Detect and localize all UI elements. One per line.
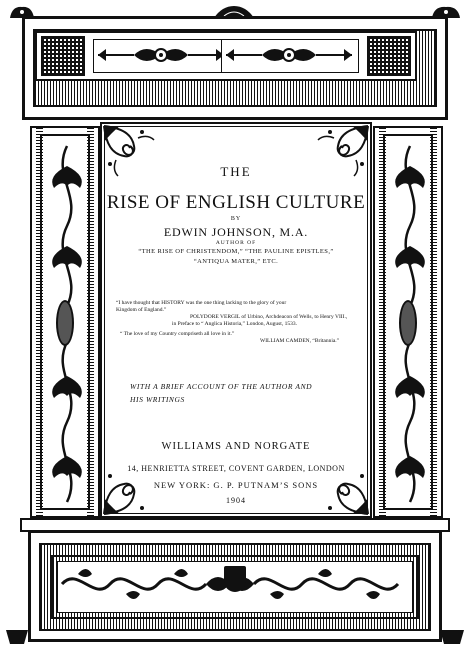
shield-icon xyxy=(224,566,246,592)
new-york-publisher: NEW YORK: G. P. PUTNAM’S SONS xyxy=(153,480,319,490)
pedestal-frieze xyxy=(57,561,413,613)
base-pedestal xyxy=(28,530,442,642)
epigraph-text: Kingdom of England.” xyxy=(116,307,167,313)
author-of-label: AUTHOR OF xyxy=(215,240,257,246)
arrow-scroll-ornament xyxy=(94,40,228,70)
cornice-frieze xyxy=(35,31,417,81)
publisher-address: 14, HENRIETTA STREET, COVENT GARDEN, LONDON xyxy=(127,464,345,473)
publisher-name: WILLIAMS AND NORGATE xyxy=(161,441,311,452)
previous-works-line: “ANTIQUA MATER,” ETC. xyxy=(193,258,279,265)
lattice-square-ornament xyxy=(367,36,411,76)
subtitle-line: WITH A BRIEF ACCOUNT OF THE AUTHOR AND xyxy=(130,382,313,391)
lattice-square-ornament xyxy=(41,36,85,76)
subtitle-line: HIS WRITINGS xyxy=(130,395,185,404)
by-line: BY xyxy=(230,216,242,222)
publication-year: 1904 xyxy=(226,496,246,505)
epigraph-text: “I have thought that HISTORY was the one thing lacking to the glory of your xyxy=(116,300,287,306)
oval-medallion xyxy=(399,300,417,346)
arrow-scroll-panel xyxy=(221,39,359,73)
pilaster-panel xyxy=(40,134,90,510)
plinth-foot-ornament xyxy=(440,630,464,644)
left-pilaster xyxy=(30,126,100,518)
cornice-band xyxy=(22,16,448,120)
previous-works-line: “THE RISE OF CHRISTENDOM,” “THE PAULINE EPISTLES,” xyxy=(138,248,334,255)
epigraph-text: “ The love of my Country compriseth all love in it.” xyxy=(120,331,235,337)
title-tablet xyxy=(100,122,372,518)
plinth-foot-ornament xyxy=(6,630,28,644)
oval-medallion xyxy=(56,300,74,346)
epigraph-attribution: in Preface to “ Anglica Historia,” London, August, 1533. xyxy=(172,321,297,327)
arrow-scroll-panel xyxy=(93,39,231,73)
epigraph-attribution: POLYDORE VERGIL of Urbino, Archdeacon of Wells, to Henry VIII., xyxy=(190,314,348,320)
arrow-scroll-ornament xyxy=(222,40,356,70)
author-name: EDWIN JOHNSON, M.A. xyxy=(163,225,309,239)
pilaster-panel xyxy=(383,134,433,510)
title-article: THE xyxy=(220,164,252,179)
right-pilaster xyxy=(373,126,443,518)
book-title: RISE OF ENGLISH CULTURE xyxy=(106,192,366,213)
epigraph-attribution: WILLIAM CAMDEN, “Britannia.” xyxy=(260,338,340,344)
